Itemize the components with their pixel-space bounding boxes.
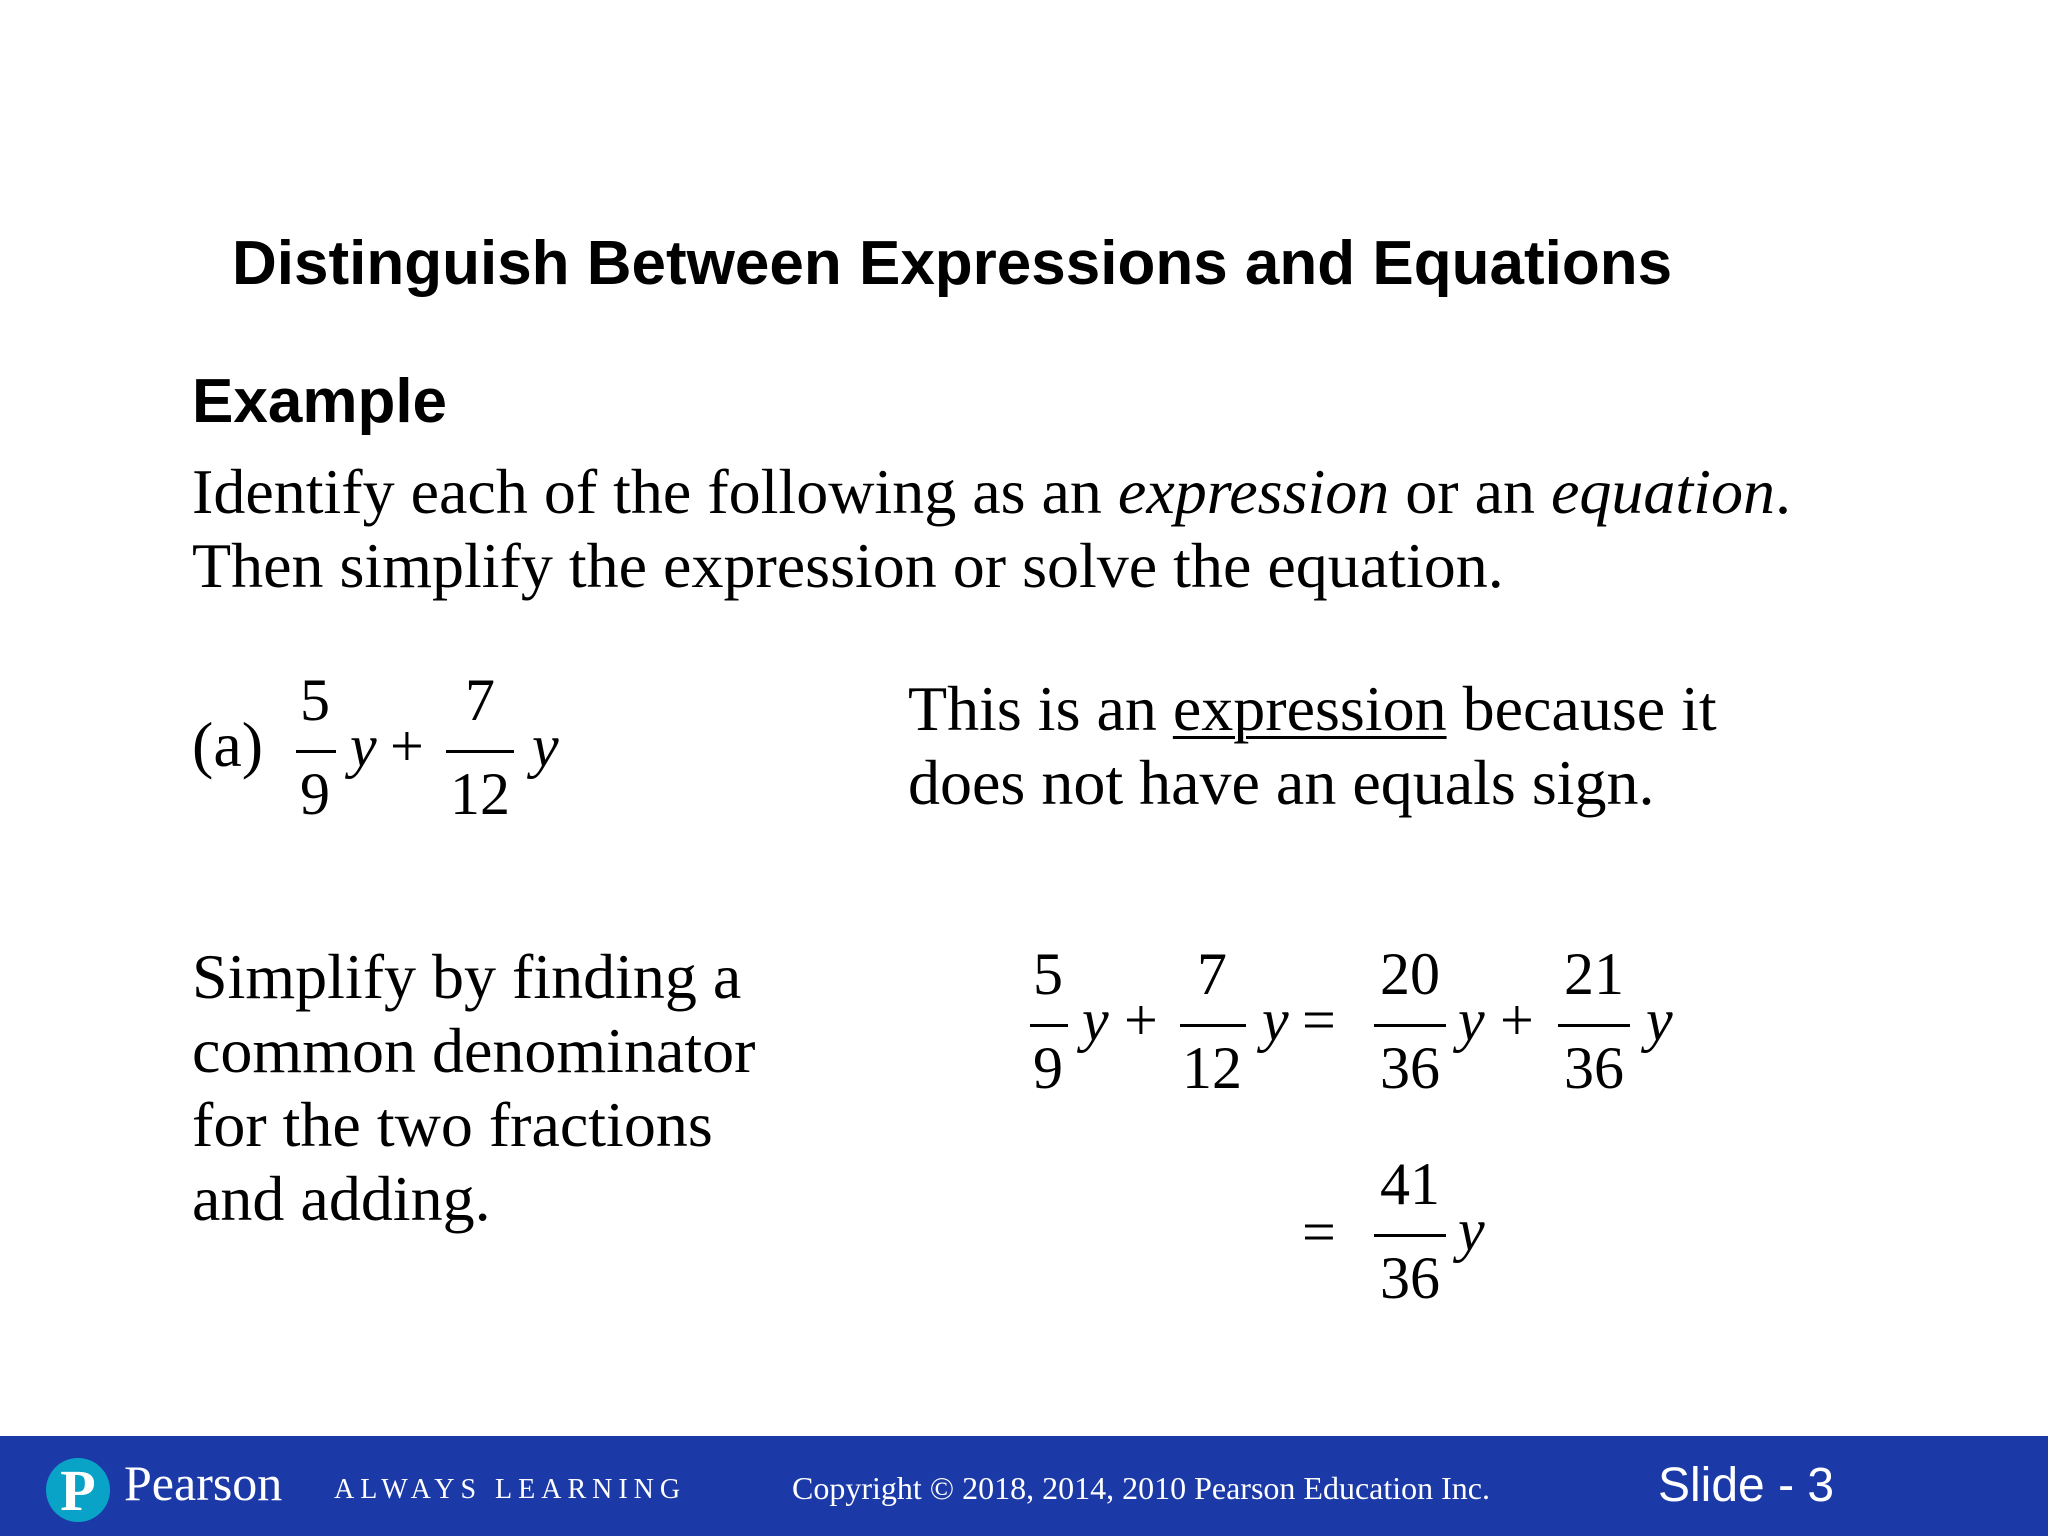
variable: y xyxy=(1262,987,1289,1053)
part-label: (a) xyxy=(192,709,264,780)
variable: y xyxy=(532,713,559,779)
note-line: for the two fractions xyxy=(192,1089,713,1160)
fraction-bar xyxy=(296,750,336,753)
fraction-denominator: 36 xyxy=(1380,1035,1440,1101)
slide-number: Slide - 3 xyxy=(1658,1459,1835,1512)
equals-sign: = xyxy=(1302,1199,1336,1265)
fraction-numerator: 7 xyxy=(1197,941,1227,1007)
fraction-bar xyxy=(1374,1024,1446,1027)
example-heading: Example xyxy=(192,367,448,436)
variable: y xyxy=(1646,987,1673,1053)
fraction-denominator: 9 xyxy=(1033,1035,1063,1101)
fraction-bar xyxy=(446,750,514,753)
tagline: ALWAYS LEARNING xyxy=(334,1474,687,1505)
fraction-denominator: 36 xyxy=(1564,1035,1624,1101)
explanation-line-2: does not have an equals sign. xyxy=(908,747,1655,818)
note-line: Simplify by finding a xyxy=(192,941,742,1012)
fraction-denominator: 12 xyxy=(1182,1035,1242,1101)
explanation-text xyxy=(908,672,1717,820)
logo-letter: P xyxy=(60,1458,96,1523)
fraction-numerator: 20 xyxy=(1380,941,1440,1007)
equals-sign: = xyxy=(1302,987,1336,1053)
note-line: and adding. xyxy=(192,1163,491,1234)
fraction-numerator: 21 xyxy=(1564,941,1624,1007)
copyright-text: Copyright © 2018, 2014, 2010 Pearson Education Inc. xyxy=(792,1470,1490,1506)
plus-sign: + xyxy=(1500,987,1534,1053)
fraction-bar xyxy=(1374,1234,1446,1237)
pearson-logo-icon xyxy=(46,1458,110,1522)
brand-name: Pearson xyxy=(124,1455,283,1511)
fraction-denominator: 9 xyxy=(300,761,330,827)
slide-title: Distinguish Between Expressions and Equations xyxy=(232,229,1673,298)
prompt-line-2: Then simplify the expression or solve the equation. xyxy=(192,530,1504,601)
fraction-numerator: 41 xyxy=(1380,1151,1440,1217)
fraction-numerator: 7 xyxy=(465,667,495,733)
fraction-numerator: 5 xyxy=(1033,941,1063,1007)
simplify-note xyxy=(192,940,755,1236)
variable: y xyxy=(1082,987,1109,1053)
note-line: common denominator xyxy=(192,1015,756,1086)
fraction-bar xyxy=(1180,1024,1246,1027)
plus-sign: + xyxy=(1124,987,1158,1053)
footer-bar xyxy=(0,1436,2048,1536)
fraction-bar xyxy=(1030,1024,1068,1027)
fraction-bar xyxy=(1558,1024,1630,1027)
plus-sign: + xyxy=(390,713,424,779)
prompt-line-1: Identify each of the following as an expression or an equation. xyxy=(192,456,1791,527)
prompt-text xyxy=(192,455,1791,603)
fraction-denominator: 36 xyxy=(1380,1245,1440,1311)
variable: y xyxy=(1458,1197,1485,1263)
explanation-line-1: This is an expression because it xyxy=(908,673,1717,744)
fraction-denominator: 12 xyxy=(450,761,510,827)
variable: y xyxy=(350,713,377,779)
variable: y xyxy=(1458,987,1485,1053)
fraction-numerator: 5 xyxy=(300,667,330,733)
